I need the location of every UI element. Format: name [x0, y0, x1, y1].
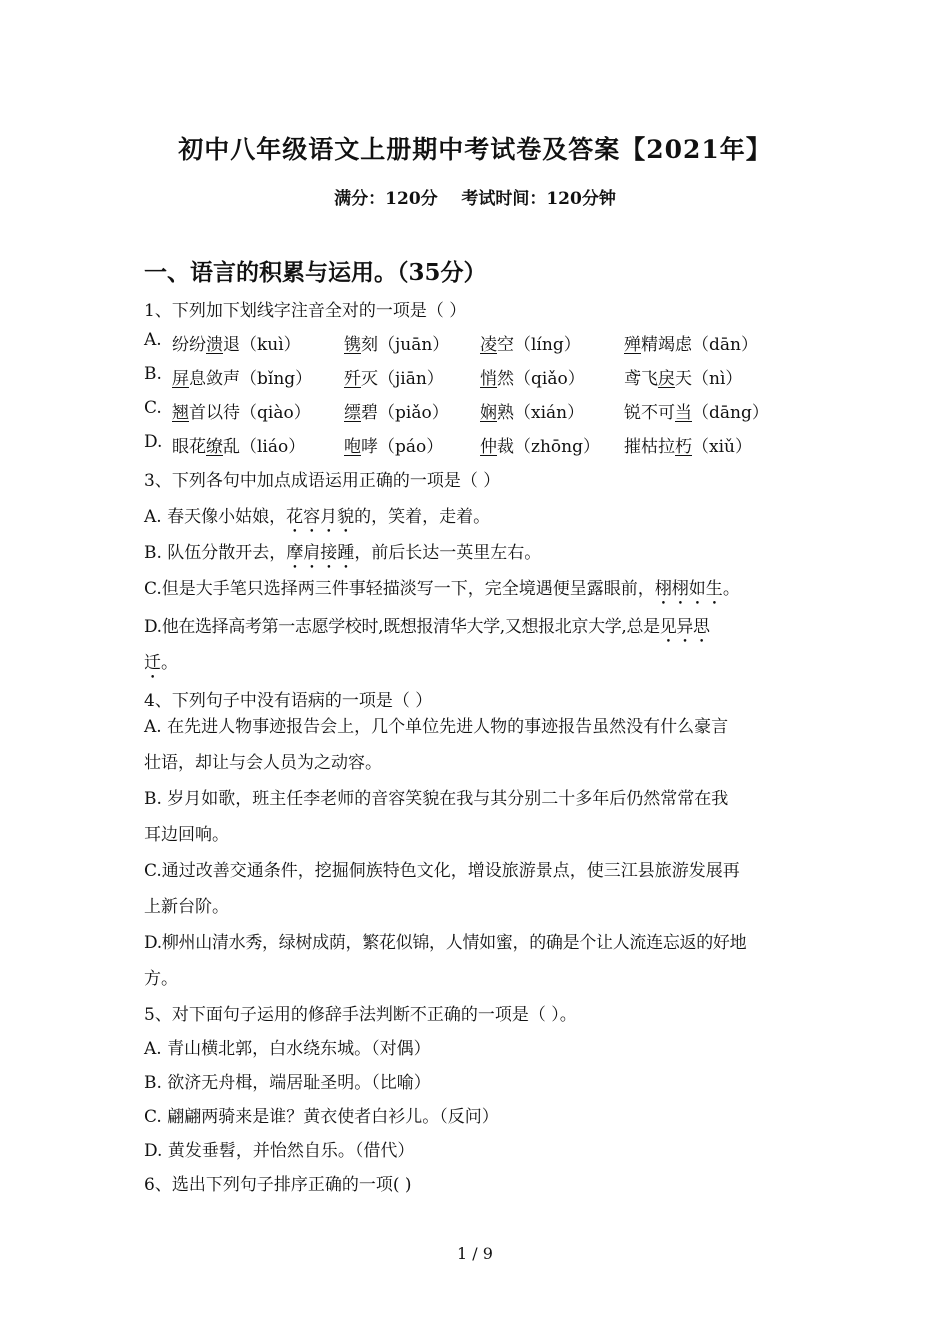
- question-4-option-a: A. 在先进人物事迹报告会上，几个单位先进人物的事迹报告虽然没有什么豪言: [144, 717, 729, 737]
- question-1-option-d: [144, 432, 824, 456]
- option-item: 咆哮（páo）: [344, 437, 444, 457]
- page-number: 1 / 9: [457, 1244, 493, 1263]
- question-1-option-a: [144, 330, 824, 354]
- question-6-stem: 6、选出下列句子排序正确的一项( ): [144, 1175, 412, 1195]
- question-5-option-a: A. 青山横北郭，白水绕东城。（对偶）: [144, 1039, 431, 1059]
- question-3-option-b: B. 队伍分散开去，摩肩接踵，前后长达一英里左右。: [144, 543, 542, 563]
- option-item: 殚精竭虑（dān）: [624, 335, 758, 355]
- question-5-option-b: B. 欲济无舟楫，端居耻圣明。（比喻）: [144, 1073, 431, 1093]
- option-item: 镌刻（juān）: [344, 335, 450, 355]
- question-3-option-d-cont: 迁。: [144, 653, 178, 673]
- option-item: 鸢飞戾天（nì）: [624, 369, 743, 389]
- section-heading: 一、语言的积累与运用。（35分）: [144, 259, 487, 286]
- exam-info: 满分：120分 考试时间：120分钟: [334, 189, 616, 209]
- question-4-option-b: B. 岁月如歌，班主任李老师的音容笑貌在我与其分别二十多年后仍然常常在我: [144, 789, 729, 809]
- question-4-stem: 4、下列句子中没有语病的一项是（ ）: [144, 691, 433, 711]
- option-item: 屏息敛声（bǐng）: [172, 369, 313, 389]
- option-item: 悄然（qiǎo）: [480, 369, 585, 389]
- option-label: D.: [144, 432, 163, 452]
- question-3-option-a: A. 春天像小姑娘，花容月貌的，笑着，走着。: [144, 507, 491, 527]
- question-4-option-a-cont: 壮语，却让与会人员为之动容。: [144, 753, 382, 773]
- option-item: 歼灭（jiān）: [344, 369, 444, 389]
- option-label: C.: [144, 398, 162, 418]
- question-4-option-d-cont: 方。: [144, 969, 178, 989]
- option-item: 缥碧（piǎo）: [344, 403, 449, 423]
- page-title: 初中八年级语文上册期中考试卷及答案【2021年】: [178, 135, 772, 164]
- option-label: B.: [144, 364, 162, 384]
- question-4-option-c-cont: 上新台阶。: [144, 897, 229, 917]
- option-item: 眼花缭乱（liáo）: [172, 437, 306, 457]
- option-item: 凌空（líng）: [480, 335, 581, 355]
- option-label: A.: [144, 330, 162, 350]
- question-5-option-d: D. 黄发垂髫，并怡然自乐。（借代）: [144, 1141, 415, 1161]
- question-5-option-c: C. 翩翩两骑来是谁？黄衣使者白衫儿。（反问）: [144, 1107, 499, 1127]
- option-item: 娴熟（xián）: [480, 403, 585, 423]
- question-1-option-b: [144, 364, 824, 388]
- question-1-option-c: [144, 398, 824, 422]
- question-4-option-b-cont: 耳边回响。: [144, 825, 229, 845]
- option-item: 摧枯拉朽（xiǔ）: [624, 437, 752, 457]
- option-item: 仲裁（zhōng）: [480, 437, 600, 457]
- option-item: 锐不可当（dāng）: [624, 403, 769, 423]
- option-item: 翘首以待（qiào）: [172, 403, 311, 423]
- question-3-option-c: C.但是大手笔只选择两三件事轻描淡写一下，完全境遇便呈露眼前，栩栩如生。: [144, 579, 740, 599]
- question-3-option-d: D.他在选择高考第一志愿学校时,既想报清华大学,又想报北京大学,总是见异思: [144, 617, 710, 637]
- question-4-option-d: D.柳州山清水秀，绿树成荫，繁花似锦，人情如蜜，的确是个让人流连忘返的好地: [144, 933, 747, 953]
- question-4-option-c: C.通过改善交通条件，挖掘侗族特色文化，增设旅游景点，使三江县旅游发展再: [144, 861, 740, 881]
- option-item: 纷纷溃退（kuì）: [172, 335, 301, 355]
- question-3-stem: 3、下列各句中加点成语运用正确的一项是（ ）: [144, 471, 501, 491]
- question-1-stem: 1、下列加下划线字注音全对的一项是（ ）: [144, 301, 467, 321]
- question-5-stem: 5、对下面句子运用的修辞手法判断不正确的一项是（ ）。: [144, 1005, 577, 1025]
